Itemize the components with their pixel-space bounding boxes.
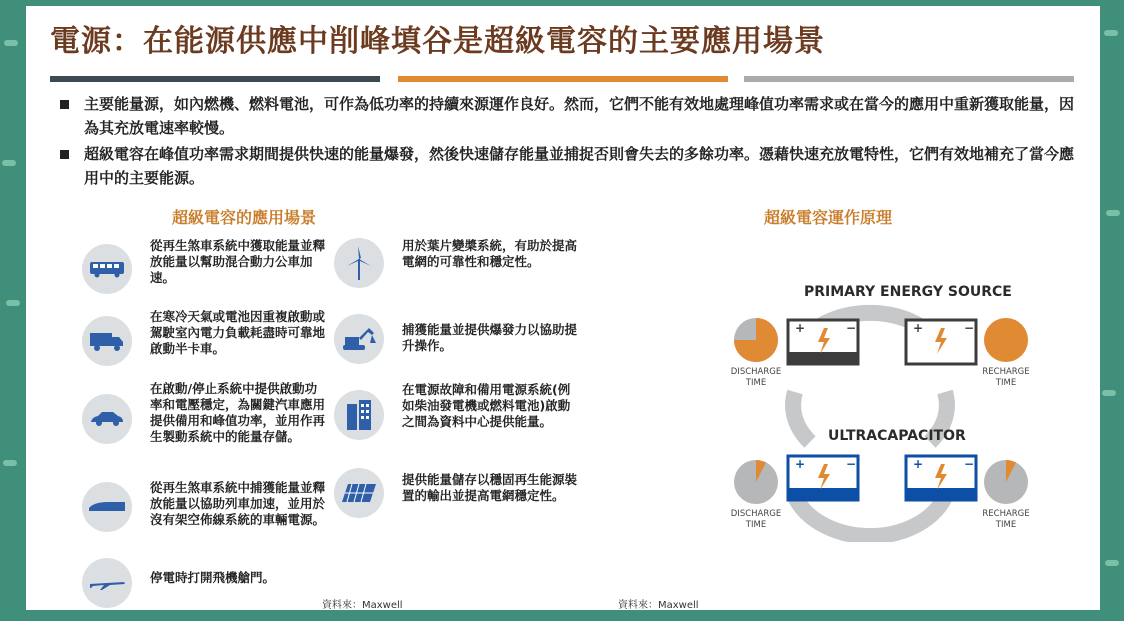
discharge-time-label: DISCHARGE TIME — [730, 367, 782, 388]
car-icon — [82, 394, 132, 444]
recharge-time-pie-primary — [984, 318, 1028, 362]
svg-text:−: − — [964, 457, 975, 471]
svg-text:−: − — [846, 321, 857, 335]
data-center-icon — [334, 390, 384, 440]
svg-text:−: − — [964, 321, 975, 335]
bullet-item — [54, 92, 1084, 140]
divider-orange — [398, 76, 728, 82]
app-text-datacenter: 在電源故障和備用電源系統(例如柴油發電機或燃料電池)啟動之間為資料中心提供能量。 — [402, 382, 571, 429]
app-text-airplane: 停電時打開飛機艙門。 — [150, 570, 276, 585]
ultracapacitor-diagram — [700, 242, 1040, 542]
solar-panel-icon — [334, 468, 384, 518]
recharge-time-label: RECHARGE TIME — [982, 367, 1030, 388]
bullet-text: 主要能量源，如內燃機、燃料電池，可作為低功率的持續來源運作良好。然而，它們不能有效地處理峰值功率需求或在當今的應用中重新獲取能量，因為其充放電速率較慢。 — [84, 95, 1075, 137]
svg-text:+: + — [913, 457, 924, 471]
app-text-bus: 從再生煞車系統中獲取能量並釋放能量以幫助混合動力公車加速。 — [150, 238, 326, 285]
applications-heading: 超級電容的應用場景 — [172, 208, 317, 227]
discharge-time-pie-ultra — [734, 460, 778, 504]
bullet-item — [54, 142, 1084, 190]
source-right: 資料來：Maxwell — [618, 600, 699, 610]
airplane-icon — [82, 558, 132, 608]
battery-discharging-icon — [788, 320, 858, 364]
truck-icon — [82, 316, 132, 366]
bullet-text: 超級電容在峰值功率需求期間提供快速的能量爆發，然後快速儲存能量並捕捉否則會失去的多餘功率。憑藉快速充放電特性，它們有效地補充了當今應用中的主要能源。 — [84, 145, 1075, 187]
ultracapacitor-discharging-icon — [788, 456, 858, 500]
discharge-time-pie-primary — [734, 318, 778, 362]
svg-text:−: − — [846, 457, 857, 471]
bullet-marker — [60, 150, 69, 159]
wind-turbine-icon — [334, 238, 384, 288]
recharge-time-label: RECHARGE TIME — [982, 509, 1030, 530]
app-text-truck: 在寒冷天氣或電池因重複啟動或駕駛室內電力負載耗盡時可靠地啟動半卡車。 — [150, 309, 326, 356]
slide — [26, 6, 1100, 610]
source-left: 資料來：Maxwell — [322, 600, 403, 610]
app-text-solar: 提供能量儲存以穩固再生能源裝置的輸出並提高電網穩定性。 — [402, 472, 578, 503]
svg-text:+: + — [795, 321, 806, 335]
excavator-icon — [334, 314, 384, 364]
primary-energy-source-label: PRIMARY ENERGY SOURCE — [804, 284, 1012, 300]
discharge-time-label: DISCHARGE TIME — [730, 509, 782, 530]
bullet-list — [54, 92, 1084, 192]
divider-gray — [744, 76, 1074, 82]
app-text-wind: 用於葉片變槳系統，有助於提高電網的可靠性和穩定性。 — [402, 238, 578, 269]
ultracapacitor-recharging-icon — [906, 456, 976, 500]
app-text-excavator: 捕獲能量並提供爆發力以協助提升操作。 — [402, 322, 578, 353]
svg-text:+: + — [795, 457, 806, 471]
svg-text:+: + — [913, 321, 924, 335]
ultracapacitor-label: ULTRACAPACITOR — [828, 428, 966, 444]
train-icon — [82, 482, 132, 532]
bus-icon — [82, 244, 132, 294]
principle-heading: 超級電容運作原理 — [764, 208, 893, 227]
divider-dark — [50, 76, 380, 82]
app-text-car: 在啟動/停止系統中提供啟動功率和電壓穩定，為關鍵汽車應用提供備用和峰值功率，並用作再生製動系統中的能量存儲。 — [150, 381, 326, 444]
app-text-train: 從再生煞車系統中捕獲能量並釋放能量以協助列車加速，並用於沒有架空佈線系統的車輛電源。 — [150, 480, 326, 527]
slide-title: 電源：在能源供應中削峰填谷是超級電容的主要應用場景 — [50, 24, 825, 59]
bullet-marker — [60, 100, 69, 109]
battery-recharging-icon — [906, 320, 976, 364]
recharge-time-pie-ultra — [984, 460, 1028, 504]
